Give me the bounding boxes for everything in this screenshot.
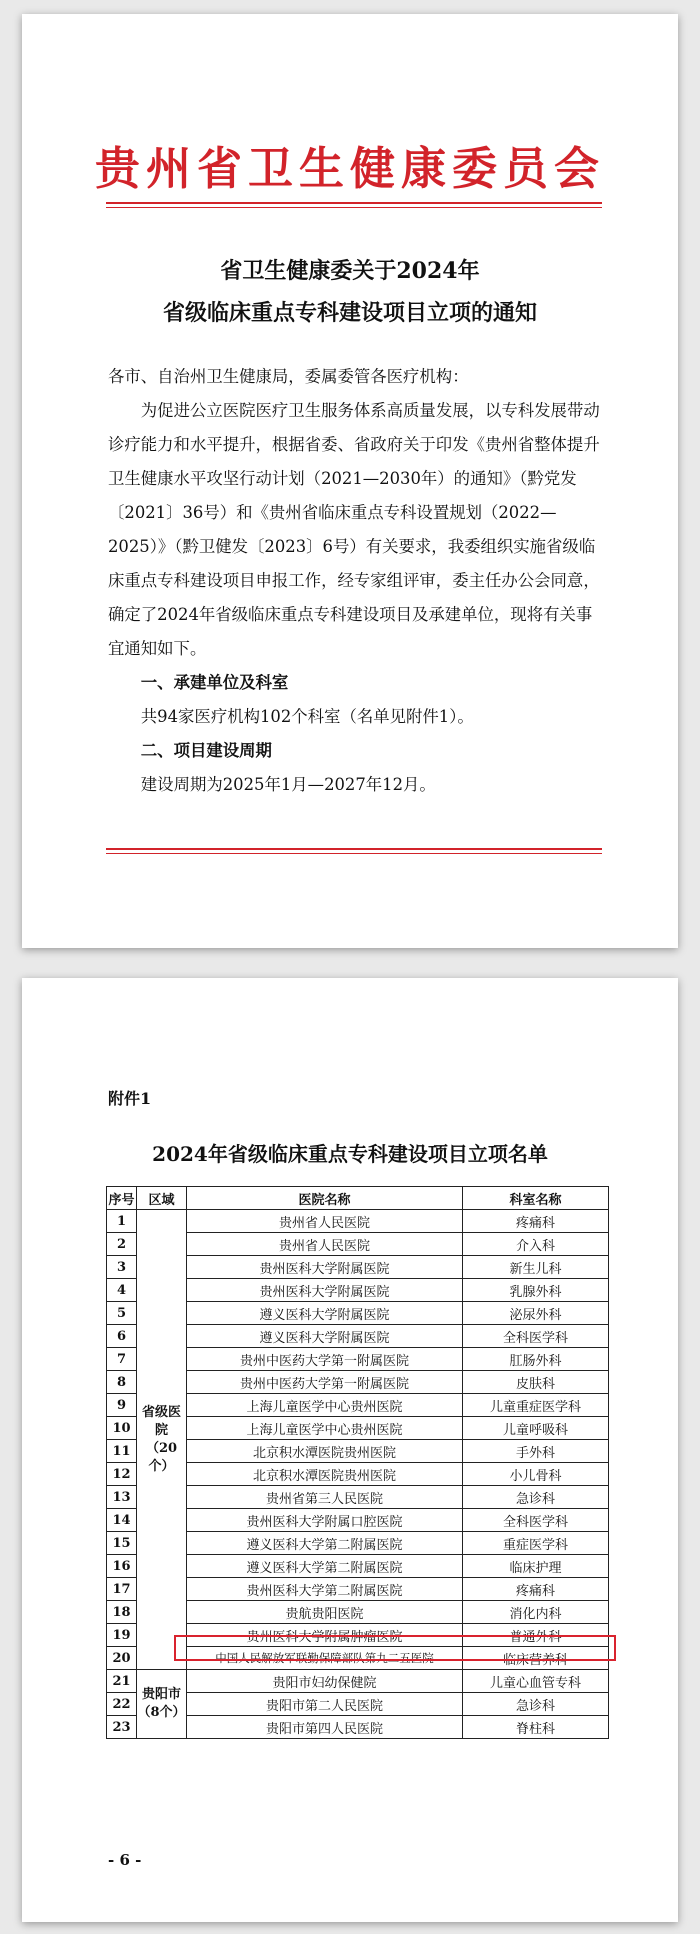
- cell-dept: 小儿骨科: [463, 1463, 609, 1486]
- cell-dept: 疼痛科: [463, 1578, 609, 1601]
- cell-hospital: 贵航贵阳医院: [187, 1601, 463, 1624]
- cell-hospital: 遵义医科大学第二附属医院: [187, 1555, 463, 1578]
- cell-hospital: 贵阳市妇幼保健院: [187, 1670, 463, 1693]
- paragraph-period: 建设周期为2025年1月—2027年12月。: [140, 775, 436, 794]
- document-title-line1: 省卫生健康委关于2024年: [220, 258, 480, 284]
- region-count: （8个）: [137, 1705, 186, 1720]
- column-header-hospital: 医院名称: [187, 1187, 463, 1210]
- page-number: - 6 -: [108, 1851, 142, 1869]
- red-divider-top: [106, 202, 602, 208]
- cell-dept: 重症医学科: [463, 1532, 609, 1555]
- cell-hospital: 贵阳市第二人民医院: [187, 1693, 463, 1716]
- notice-page: [22, 14, 678, 948]
- cell-hospital: 贵州中医药大学第一附属医院: [187, 1371, 463, 1394]
- salutation: 各市、自治州卫生健康局，委属委管各医疗机构：: [108, 367, 469, 386]
- cell-seq: 16: [107, 1555, 137, 1578]
- cell-hospital: 贵州医科大学第二附属医院: [187, 1578, 463, 1601]
- section-heading-1: 一、承建单位及科室: [140, 673, 289, 692]
- cell-hospital: 贵州省人民医院: [187, 1210, 463, 1233]
- region-count: （20个）: [145, 1440, 178, 1474]
- cell-seq: 4: [107, 1279, 137, 1302]
- cell-seq: 12: [107, 1463, 137, 1486]
- attachment-page: [22, 978, 678, 1922]
- cell-dept: 介入科: [463, 1233, 609, 1256]
- cell-dept: 临床护理: [463, 1555, 609, 1578]
- cell-dept: 疼痛科: [463, 1210, 609, 1233]
- column-header-region: 区域: [137, 1187, 187, 1210]
- cell-hospital: 贵州中医药大学第一附属医院: [187, 1348, 463, 1371]
- cell-dept: 肛肠外科: [463, 1348, 609, 1371]
- cell-hospital: 贵州省第三人民医院: [187, 1486, 463, 1509]
- cell-seq: 13: [107, 1486, 137, 1509]
- cell-hospital: 遵义医科大学第二附属医院: [187, 1532, 463, 1555]
- cell-seq: 9: [107, 1394, 137, 1417]
- cell-dept: 全科医学科: [463, 1509, 609, 1532]
- region-name: 贵阳市: [141, 1687, 181, 1702]
- cell-hospital: 贵州医科大学附属肿瘤医院: [187, 1624, 463, 1647]
- cell-seq: 18: [107, 1601, 137, 1624]
- cell-hospital: 上海儿童医学中心贵州医院: [187, 1394, 463, 1417]
- cell-hospital: 遵义医科大学附属医院: [187, 1302, 463, 1325]
- cell-dept: 临床营养科: [463, 1647, 609, 1670]
- cell-hospital: 北京积水潭医院贵州医院: [187, 1463, 463, 1486]
- cell-dept: 儿童心血管专科: [463, 1670, 609, 1693]
- cell-seq: 17: [107, 1578, 137, 1601]
- document-title-line2: 省级临床重点专科建设项目立项的通知: [162, 300, 537, 326]
- table-row: [107, 1210, 609, 1233]
- cell-hospital: 贵州医科大学附属医院: [187, 1256, 463, 1279]
- cell-hospital: 贵州医科大学附属口腔医院: [187, 1509, 463, 1532]
- cell-seq: 8: [107, 1371, 137, 1394]
- cell-dept: 儿童重症医学科: [463, 1394, 609, 1417]
- cell-hospital: 遵义医科大学附属医院: [187, 1325, 463, 1348]
- cell-dept: 急诊科: [463, 1693, 609, 1716]
- column-header-seq: 序号: [107, 1187, 137, 1210]
- cell-dept: 儿童呼吸科: [463, 1417, 609, 1440]
- cell-hospital: 贵州省人民医院: [187, 1233, 463, 1256]
- section-heading-2: 二、项目建设周期: [140, 741, 272, 760]
- paragraph-intro: 为促进公立医院医疗卫生服务体系高质量发展，以专科发展带动诊疗能力和水平提升，根据省委、省政府关于印发《贵州省整体提升卫生健康水平攻坚行动计划（2021—2030年）的通知》（黔党发〔2021〕36号）和《贵州省临床重点专科设置规划（2022—2025）》（黔卫健发〔2023〕6号）有关要求，我委组织实施省级临床重点专科建设项目申报工作，经专家组评审，委主任办公会同意，确定了2024年省级临床重点专科建设项目及承建单位，现将有关事宜通知如下。: [108, 401, 600, 658]
- cell-seq: 20: [107, 1647, 137, 1670]
- paragraph-units: 共94家医疗机构102个科室（名单见附件1）。: [140, 707, 474, 726]
- cell-region: [137, 1210, 187, 1670]
- red-divider-bottom: [106, 848, 602, 854]
- cell-dept: 泌尿外科: [463, 1302, 609, 1325]
- cell-seq: 19: [107, 1624, 137, 1647]
- cell-hospital: 贵阳市第四人民医院: [187, 1716, 463, 1739]
- cell-hospital: 上海儿童医学中心贵州医院: [187, 1417, 463, 1440]
- cell-seq: 2: [107, 1233, 137, 1256]
- cell-seq: 22: [107, 1693, 137, 1716]
- cell-dept: 消化内科: [463, 1601, 609, 1624]
- region-name: 省级医院: [141, 1404, 181, 1438]
- column-header-dept: 科室名称: [463, 1187, 609, 1210]
- document-body: [108, 360, 608, 802]
- highlight-box: [174, 1635, 616, 1661]
- cell-seq: 11: [107, 1440, 137, 1463]
- cell-dept: 乳腺外科: [463, 1279, 609, 1302]
- cell-seq: 1: [107, 1210, 137, 1233]
- cell-hospital: 中国人民解放军联勤保障部队第九二五医院: [187, 1647, 463, 1670]
- cell-dept: 新生儿科: [463, 1256, 609, 1279]
- cell-region: [137, 1670, 187, 1739]
- cell-seq: 15: [107, 1532, 137, 1555]
- document-title: [22, 250, 678, 334]
- cell-seq: 10: [107, 1417, 137, 1440]
- cell-dept: 脊柱科: [463, 1716, 609, 1739]
- org-letterhead: 贵州省卫生健康委员会: [94, 142, 605, 195]
- cell-seq: 5: [107, 1302, 137, 1325]
- cell-dept: 皮肤科: [463, 1371, 609, 1394]
- table-header-row: [107, 1187, 609, 1210]
- attachment-label: 附件1: [108, 1089, 152, 1108]
- table-row: [107, 1670, 609, 1693]
- cell-seq: 23: [107, 1716, 137, 1739]
- cell-dept: 急诊科: [463, 1486, 609, 1509]
- cell-dept: 普通外科: [463, 1624, 609, 1647]
- cell-hospital: 贵州医科大学附属医院: [187, 1279, 463, 1302]
- cell-seq: 7: [107, 1348, 137, 1371]
- cell-hospital: 北京积水潭医院贵州医院: [187, 1440, 463, 1463]
- list-title: 2024年省级临床重点专科建设项目立项名单: [152, 1142, 548, 1166]
- cell-seq: 6: [107, 1325, 137, 1348]
- cell-seq: 14: [107, 1509, 137, 1532]
- cell-seq: 21: [107, 1670, 137, 1693]
- cell-dept: 全科医学科: [463, 1325, 609, 1348]
- cell-dept: 手外科: [463, 1440, 609, 1463]
- cell-seq: 3: [107, 1256, 137, 1279]
